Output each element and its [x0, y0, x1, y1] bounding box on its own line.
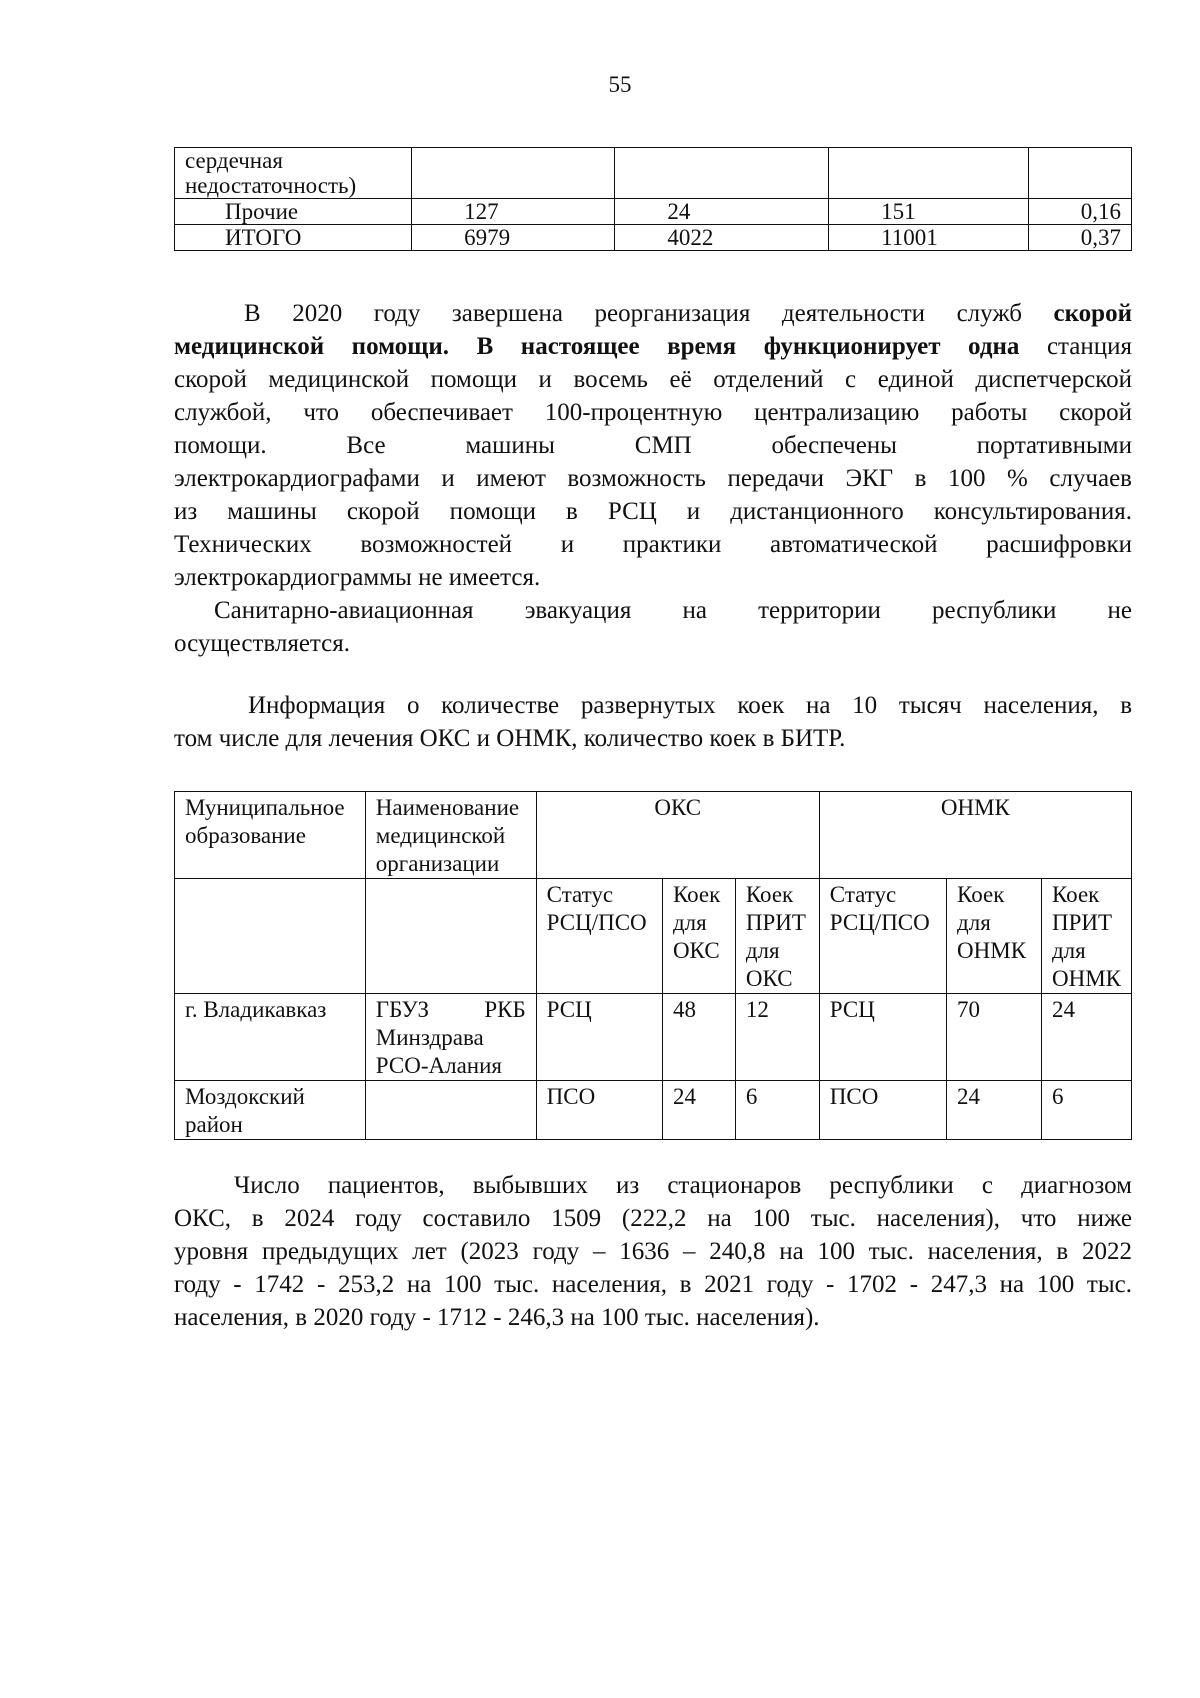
- table-row: [175, 225, 1132, 251]
- text-line: службой, что обеспечивает 100-процентную централизацию работы скорой: [174, 399, 1132, 426]
- cell-line: РСЦ/ПСО: [546, 910, 647, 935]
- text-line: населения, в 2020 году - 1712 - 246,3 на 100 тыс. населения).: [174, 1304, 820, 1331]
- beds-table: [174, 791, 1132, 1140]
- cell-line: ОНМК: [957, 938, 1027, 963]
- table-cell: 127: [412, 199, 615, 225]
- table-cell: ИТОГО: [175, 225, 412, 251]
- table-cell: 24: [1041, 994, 1131, 1081]
- cell-line: г. Владикавказ: [185, 997, 327, 1022]
- cell-line: для: [1051, 938, 1086, 963]
- cell-line: образование: [185, 823, 306, 848]
- cell-line: медицинской: [375, 823, 506, 848]
- text-line: осуществляется.: [174, 630, 351, 657]
- table-cell: 24: [947, 1081, 1042, 1140]
- cell-line: РСО-Алания: [375, 1053, 502, 1078]
- table-cell: [365, 1081, 536, 1140]
- paragraph-patients: [174, 1169, 1132, 1334]
- header-oks: ОКС: [536, 792, 819, 879]
- table-row: [175, 148, 1132, 199]
- text-line: уровня предыдущих лет (2023 году – 1636 – 240,8 на 100 тыс. населения, в 2022: [174, 1238, 1132, 1265]
- cell-line: Минздрава: [375, 1025, 484, 1050]
- subheader-oks-status: [536, 879, 662, 994]
- table-row: [175, 1081, 1132, 1140]
- cell-line: Статус: [829, 882, 897, 907]
- cell-line: ОНМК: [1051, 966, 1121, 991]
- text-line: В 2020 году завершена реорганизация деятельности служб скорой: [244, 300, 1132, 327]
- table-cell: 4022: [615, 225, 829, 251]
- table-row: [175, 994, 1132, 1081]
- page-number: 55: [608, 72, 632, 97]
- header-organization: [365, 792, 536, 879]
- paragraph-beds-intro: [174, 689, 1132, 755]
- table-cell: 6: [1041, 1081, 1131, 1140]
- text-line: году - 1742 - 253,2 на 100 тыс. населения, в 2021 году - 1702 - 247,3 на 100 тыс.: [174, 1271, 1132, 1298]
- cell-line: Коек: [672, 882, 721, 907]
- table-cell: [365, 994, 536, 1081]
- text-line: Информация о количестве развернутых коек на 10 тысяч населения, в: [248, 692, 1132, 719]
- cell-line: организации: [375, 851, 500, 876]
- table-cell: ПСО: [819, 1081, 946, 1140]
- paragraph-aviation: [174, 594, 1132, 660]
- table-cell: [365, 879, 536, 994]
- cell-line: Наименование: [375, 795, 520, 820]
- text-line: том числе для лечения ОКС и ОНМК, количество коек в БИТР.: [174, 725, 846, 752]
- table-cell: 151: [829, 199, 1029, 225]
- text-line: скорой медицинской помощи и восемь её отделений с единой диспетчерской: [174, 366, 1132, 393]
- table-cell: 0,16: [1028, 199, 1131, 225]
- table-cell: [1028, 148, 1131, 199]
- cell-line: район: [185, 1112, 243, 1137]
- cell-line: Коек: [745, 882, 794, 907]
- text-line: Санитарно-авиационная эвакуация на территории республики не: [214, 597, 1132, 624]
- table-cell: [175, 1081, 366, 1140]
- table-row: [175, 199, 1132, 225]
- table-cell: [175, 994, 366, 1081]
- text-line: Технических возможностей и практики автоматической расшифровки: [174, 531, 1132, 558]
- cell-line: Муниципальное: [185, 795, 345, 820]
- text-line: из машины скорой помощи в РСЦ и дистанционного консультирования.: [174, 498, 1132, 525]
- subheader-onmk-prit: [1041, 879, 1131, 994]
- text-line: медицинской помощи. В настоящее время функционирует одна станция: [174, 333, 1133, 360]
- text-line: помощи. Все машины СМП обеспечены портативными: [174, 432, 1132, 459]
- table-cell: [412, 148, 615, 199]
- table-cell: 6979: [412, 225, 615, 251]
- table-cell: 11001: [829, 225, 1029, 251]
- table-cell: 6: [735, 1081, 819, 1140]
- cell-line: для: [745, 938, 780, 963]
- text-line: электрокардиографами и имеют возможность передачи ЭКГ в 100 % случаев: [174, 465, 1132, 492]
- cell-line: ПРИТ: [745, 910, 806, 935]
- cell-line: сердечная: [185, 148, 283, 173]
- table-cell: ПСО: [536, 1081, 662, 1140]
- paragraph-smp: [174, 297, 1132, 594]
- table-cell: [175, 879, 366, 994]
- table-header-row: [175, 792, 1132, 879]
- cell-line: ПРИТ: [1051, 910, 1113, 935]
- table-subheader-row: [175, 879, 1132, 994]
- table-cell: РСЦ: [536, 994, 662, 1081]
- cell-line: для: [672, 910, 707, 935]
- cell-line: ОКС: [672, 938, 720, 963]
- header-municipality: [175, 792, 366, 879]
- table-cell: [615, 148, 829, 199]
- subheader-onmk-beds: [947, 879, 1042, 994]
- subheader-oks-beds: [662, 879, 735, 994]
- text-line: электрокардиограммы не имеется.: [174, 564, 541, 591]
- table-cell: [829, 148, 1029, 199]
- table-cell: [175, 148, 412, 199]
- table-cell: 12: [735, 994, 819, 1081]
- cell-line: Статус: [546, 882, 614, 907]
- table-cell: РСЦ: [819, 994, 946, 1081]
- cell-line: недостаточность): [185, 173, 357, 198]
- table-cell: 70: [947, 994, 1042, 1081]
- cell-line: для: [957, 910, 991, 935]
- subheader-oks-prit: [735, 879, 819, 994]
- cell-line: РСЦ/ПСО: [829, 910, 930, 935]
- table-cell: Прочие: [175, 199, 412, 225]
- text-line: ОКС, в 2024 году составило 1509 (222,2 на 100 тыс. населения), что ниже: [174, 1205, 1132, 1232]
- cell-line: Коек: [1051, 882, 1100, 907]
- top-table: [174, 147, 1132, 251]
- cell-line: Моздокский: [185, 1084, 305, 1109]
- table-cell: 48: [662, 994, 735, 1081]
- subheader-onmk-status: [819, 879, 946, 994]
- text-line: Число пациентов, выбывших из стационаров республики с диагнозом: [234, 1172, 1132, 1199]
- header-onmk: ОНМК: [819, 792, 1131, 879]
- table-cell: 24: [615, 199, 829, 225]
- cell-line: ОКС: [745, 966, 793, 991]
- cell-line: ГБУЗ РКБ: [375, 997, 526, 1022]
- table-cell: 0,37: [1028, 225, 1131, 251]
- cell-line: Коек: [957, 882, 1005, 907]
- table-cell: 24: [662, 1081, 735, 1140]
